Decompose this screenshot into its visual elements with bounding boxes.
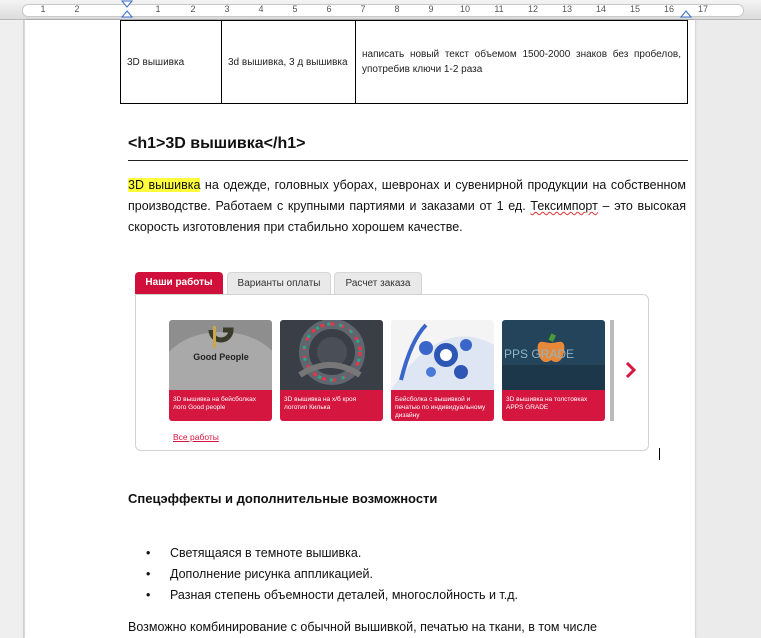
section-subheading[interactable]: Спецэффекты и дополнительные возможности	[128, 491, 438, 506]
cap-photo	[169, 320, 272, 390]
card-caption: 3D вышивка на толстовках APPS GRADE	[502, 390, 605, 421]
ruler-number: 11	[494, 4, 504, 14]
list-item[interactable]: • Разная степень объемности деталей, многослойность и т.д.	[128, 585, 518, 606]
list-item[interactable]: • Дополнение рисунка аппликацией.	[128, 564, 518, 585]
work-card[interactable]	[502, 320, 605, 421]
tab-order-calculation[interactable]: Расчет заказа	[334, 272, 422, 295]
chevron-right-icon[interactable]	[624, 360, 636, 380]
heading-divider	[128, 160, 688, 161]
paragraph-text-end: – это высокая скорость изготовления при стабильно хорошем качестве.	[128, 199, 686, 234]
table-cell[interactable]: написать новый текст объемом 1500-2000 знаков без пробелов, употребив ключи 1-2 раза	[356, 21, 688, 104]
ruler-number: 12	[527, 4, 539, 14]
table-cell[interactable]: 3d вышивка, 3 д вышивка	[222, 21, 356, 104]
ruler-number: 15	[629, 4, 641, 14]
ruler-number: 4	[258, 4, 264, 14]
tab-payment-options[interactable]: Варианты оплаты	[227, 272, 331, 295]
misspelled-word[interactable]: Тексимпорт	[530, 199, 598, 213]
text-cursor	[659, 448, 660, 460]
work-card[interactable]	[169, 320, 272, 421]
work-card[interactable]	[391, 320, 494, 421]
card-caption: 3D вышивка на х/б кроя логотип Килька	[280, 390, 383, 421]
ruler-number: 1	[40, 4, 46, 14]
horizontal-ruler[interactable]	[0, 0, 761, 20]
hoodie-print-text: PPS GRADE	[504, 347, 575, 361]
patch-photo	[280, 320, 383, 390]
hoodie-photo	[502, 320, 605, 390]
ruler-number: 1	[155, 4, 161, 14]
ruler-number: 9	[428, 4, 434, 14]
ruler-number: 16	[663, 4, 675, 14]
document-page[interactable]	[25, 20, 695, 638]
list-item[interactable]: • Светящаяся в темноте вышивка.	[128, 543, 518, 564]
paragraph-text: на одежде, головных уборах, шевронах и сувенирной продукции на собственном производстве. Работаем с крупными партиями и заказами от 1 ед.	[128, 178, 686, 213]
page-heading[interactable]: <h1>3D вышивка</h1>	[128, 135, 306, 152]
ruler-number: 17	[697, 4, 709, 14]
widget-panel	[135, 294, 649, 451]
ruler-number: 14	[595, 4, 607, 14]
left-indent-marker[interactable]	[121, 0, 133, 19]
cap-embroidery-text: Good People	[193, 352, 249, 362]
portfolio-widget	[128, 272, 648, 452]
bottom-paragraph[interactable]: Возможно комбинирование с обычной вышивкой, печатью на ткани, в том числе	[128, 620, 597, 634]
ruler-number: 2	[190, 4, 196, 14]
ruler-number: 10	[459, 4, 471, 14]
ruler-number: 13	[561, 4, 573, 14]
right-margin-area	[697, 20, 761, 638]
table-cell[interactable]: 3D вышивка	[121, 21, 222, 104]
card-caption: 3D вышивка на бейсболках лого Good people	[169, 390, 272, 421]
card-caption: Бейсболка с вышивкой и печатью по индивидуальному дизайну	[391, 390, 494, 421]
left-margin-area	[0, 20, 24, 638]
ruler-number: 5	[292, 4, 298, 14]
requirements-table[interactable]	[120, 20, 688, 104]
ruler-number: 2	[74, 4, 80, 14]
intro-paragraph[interactable]	[128, 175, 686, 238]
highlighted-keyword: 3D вышивка	[128, 178, 201, 192]
next-card-edge	[610, 320, 614, 421]
ruler-number: 6	[326, 4, 332, 14]
work-card[interactable]	[280, 320, 383, 421]
ruler-number: 7	[360, 4, 366, 14]
tab-our-works[interactable]: Наши работы	[135, 272, 223, 294]
blue-pattern-cap-photo	[391, 320, 494, 390]
ruler-number: 3	[224, 4, 230, 14]
table-row	[121, 21, 688, 104]
feature-list	[128, 543, 518, 606]
all-works-link[interactable]: Все работы	[173, 432, 219, 442]
right-indent-marker[interactable]	[680, 0, 692, 19]
ruler-number: 8	[394, 4, 400, 14]
